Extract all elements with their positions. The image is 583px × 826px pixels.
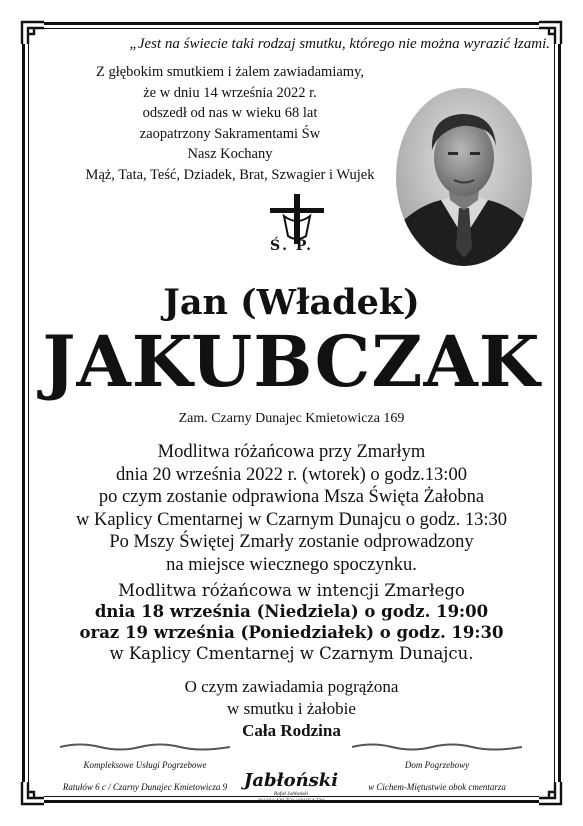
funeral-service-right [352, 758, 522, 794]
deceased-surname: JAKUBCZAK [42, 320, 541, 403]
footer-ornament [352, 742, 522, 752]
ceremony-line: Po Mszy Świętej Zmarły zostanie odprowadzony [109, 532, 474, 553]
sp-mark: Ś. P. [270, 238, 313, 254]
funeral-home-address: w Cichem-Miętustwie obok cmentarza [368, 782, 506, 792]
ceremony-line: dnia 20 września 2022 r. (wtorek) o godz.13:00 [116, 464, 467, 485]
frame-corner-ornament [537, 780, 563, 806]
ceremony-details [20, 441, 563, 577]
funeral-service-title: Kompleksowe Usługi Pogrzebowe [83, 760, 207, 770]
funeral-service-left [60, 758, 230, 794]
ceremony-line: na miejsce wiecznego spoczynku. [166, 554, 417, 575]
footer-ornament [60, 742, 230, 752]
residence-address: Zam. Czarny Dunajec Kmietowicza 169 [178, 411, 405, 426]
ceremony-line: w Kaplicy Cmentarnej w Czarnym Dunajcu o godz. 13:30 [75, 509, 508, 530]
announcement-line: odszedł od nas w wieku 68 lat [142, 105, 318, 121]
rosary-details [20, 580, 563, 664]
frame-corner-ornament [20, 780, 46, 806]
deceased-first-name: Jan (Władek) [163, 282, 420, 323]
announcement-line: że w dniu 14 września 2022 r. [143, 84, 317, 101]
logo-owner: Rafał Jabłoński [273, 791, 309, 797]
rosary-line: w Kaplicy Cmentarnej w Czarnym Dunajcu. [109, 644, 474, 663]
announcement-text [70, 62, 390, 185]
closing-line: w smutku i żałobie [227, 699, 356, 718]
announcement-line: zaopatrzony Sakramentami Św [139, 125, 321, 142]
closing-line: O czym zawiadamia pogrążona [184, 677, 399, 696]
rosary-line: Modlitwa różańcowa w intencji Zmarłego [118, 581, 465, 600]
motto-quote: „Jest na świecie taki rodzaj smutku, którego nie można wyrazić łzami. [129, 36, 550, 52]
logo-name: Jabłoński [243, 770, 339, 791]
rosary-date-line: oraz 19 września (Poniedziałek) o godz. 19:30 [79, 623, 504, 642]
funeral-home-logo [236, 770, 346, 805]
family-signature: Cała Rodzina [242, 721, 341, 740]
ceremony-line: Modlitwa różańcowa przy Zmarłym [157, 442, 426, 462]
logo-phone: Tel 661 429 750 / 601054 720 [258, 798, 324, 804]
announcement-line: Nasz Kochany [187, 146, 273, 162]
portrait-photo [396, 88, 532, 266]
funeral-home-title: Dom Pogrzebowy [404, 760, 470, 770]
closing-text [0, 676, 583, 742]
announcement-line: Mąż, Tata, Teść, Dziadek, Brat, Szwagier i Wujek [85, 166, 375, 183]
ceremony-line: po czym zostanie odprawiona Msza Święta Żałobna [98, 487, 485, 508]
funeral-service-address: Ratułów 6 c / Czarny Dunajec Kmietowicza 9 [62, 782, 228, 792]
announcement-line: Z głębokim smutkiem i żalem zawiadamiamy, [95, 64, 365, 80]
rosary-date-line: dnia 18 września (Niedziela) o godz. 19:00 [94, 602, 489, 621]
